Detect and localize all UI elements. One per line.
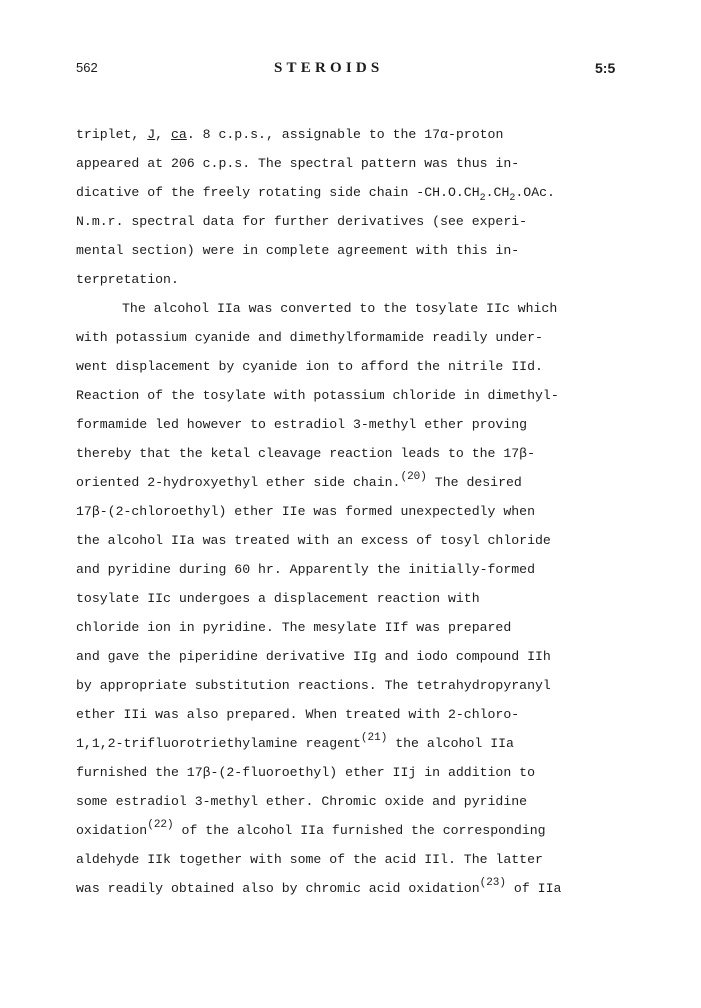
text-line — [76, 265, 636, 294]
text-run: dicative of the freely rotating side chain -CH.O.CH — [76, 185, 480, 200]
text-line — [76, 671, 636, 700]
text-line — [76, 729, 636, 758]
text-run: , — [155, 127, 171, 142]
reference-superscript: (20) — [400, 471, 427, 483]
section-number: 5:5 — [595, 60, 616, 76]
text-line — [76, 381, 636, 410]
text-run: of the alcohol IIa furnished the corresponding — [173, 823, 546, 838]
underlined-text: J — [147, 127, 156, 142]
text-run: The alcohol IIa was converted to the tosylate IIc which — [122, 301, 558, 316]
text-run: .CH — [485, 185, 510, 200]
text-run: by appropriate substitution reactions. The tetrahydropyranyl — [76, 678, 551, 693]
reference-superscript: (23) — [479, 877, 507, 889]
text-run: formamide led however to estradiol 3-methyl ether proving — [76, 417, 528, 432]
text-run: mental section) were in complete agreement with this in- — [76, 243, 520, 258]
text-line — [76, 149, 636, 178]
text-line — [76, 816, 636, 845]
running-title: STEROIDS — [274, 60, 384, 76]
text-line — [76, 787, 636, 816]
page-number: 562 — [76, 60, 98, 75]
text-run: The desired — [426, 475, 522, 490]
running-header — [0, 60, 701, 84]
text-run: 17β-(2-chloroethyl) ether IIe was formed unexpectedly when — [76, 504, 535, 519]
text-run: the alcohol IIa was treated with an excess of tosyl chloride — [76, 533, 551, 548]
text-run: chloride ion in pyridine. The mesylate IIf was prepared — [76, 620, 512, 635]
text-run: of IIa — [506, 881, 562, 896]
text-line — [76, 497, 636, 526]
text-run: ether IIi was also prepared. When treated with 2-chloro- — [76, 707, 520, 722]
text-line — [76, 439, 636, 468]
text-line — [76, 207, 636, 236]
subscript: 2 — [509, 193, 516, 204]
text-line — [76, 323, 636, 352]
text-run: furnished the 17β-(2-fluoroethyl) ether IIj in addition to — [76, 765, 535, 780]
text-line — [76, 874, 636, 903]
text-run: and pyridine during 60 hr. Apparently the initially-formed — [76, 562, 535, 577]
text-line — [76, 613, 636, 642]
text-run: some estradiol 3-methyl ether. Chromic oxide and pyridine — [76, 794, 528, 809]
text-run: . 8 c.p.s., assignable to the 17α-proton — [186, 127, 504, 142]
text-run: went displacement by cyanide ion to afford the nitrile IId. — [76, 359, 543, 374]
text-line — [76, 526, 636, 555]
text-run: appeared at 206 c.p.s. The spectral pattern was thus in- — [76, 156, 520, 171]
text-run: was readily obtained also by chromic acid oxidation — [76, 881, 480, 896]
text-line — [76, 758, 636, 787]
text-line — [76, 294, 636, 323]
text-line — [76, 700, 636, 729]
text-line — [76, 845, 636, 874]
text-run: aldehyde IIk together with some of the acid IIl. The latter — [76, 852, 543, 867]
text-run: N.m.r. spectral data for further derivatives (see experi- — [76, 214, 528, 229]
text-line — [76, 468, 636, 497]
text-run: terpretation. — [76, 272, 179, 287]
text-run: thereby that the ketal cleavage reaction leads to the 17β- — [76, 446, 535, 461]
text-run: the alcohol IIa — [387, 736, 514, 751]
text-line — [76, 178, 636, 207]
text-line — [76, 584, 636, 613]
text-run: oxidation — [76, 823, 148, 838]
text-line — [76, 120, 636, 149]
body-text — [76, 120, 636, 903]
reference-superscript: (22) — [147, 819, 174, 831]
text-run: 1,1,2-trifluorotriethylamine reagent — [76, 736, 361, 751]
underlined-text: ca — [170, 127, 187, 142]
text-line — [76, 410, 636, 439]
text-line — [76, 352, 636, 381]
text-run: triplet, — [76, 127, 148, 142]
text-run: Reaction of the tosylate with potassium chloride in dimethyl- — [76, 388, 559, 403]
text-run: and gave the piperidine derivative IIg and iodo compound IIh — [76, 649, 551, 664]
text-run: .OAc. — [515, 185, 555, 200]
text-line — [76, 642, 636, 671]
text-line — [76, 236, 636, 265]
subscript: 2 — [479, 193, 486, 204]
text-run: with potassium cyanide and dimethylformamide readily under- — [76, 330, 543, 345]
reference-superscript: (21) — [360, 732, 388, 744]
text-line — [76, 555, 636, 584]
text-run: tosylate IIc undergoes a displacement reaction with — [76, 591, 480, 606]
text-run: oriented 2-hydroxyethyl ether side chain. — [76, 475, 401, 490]
